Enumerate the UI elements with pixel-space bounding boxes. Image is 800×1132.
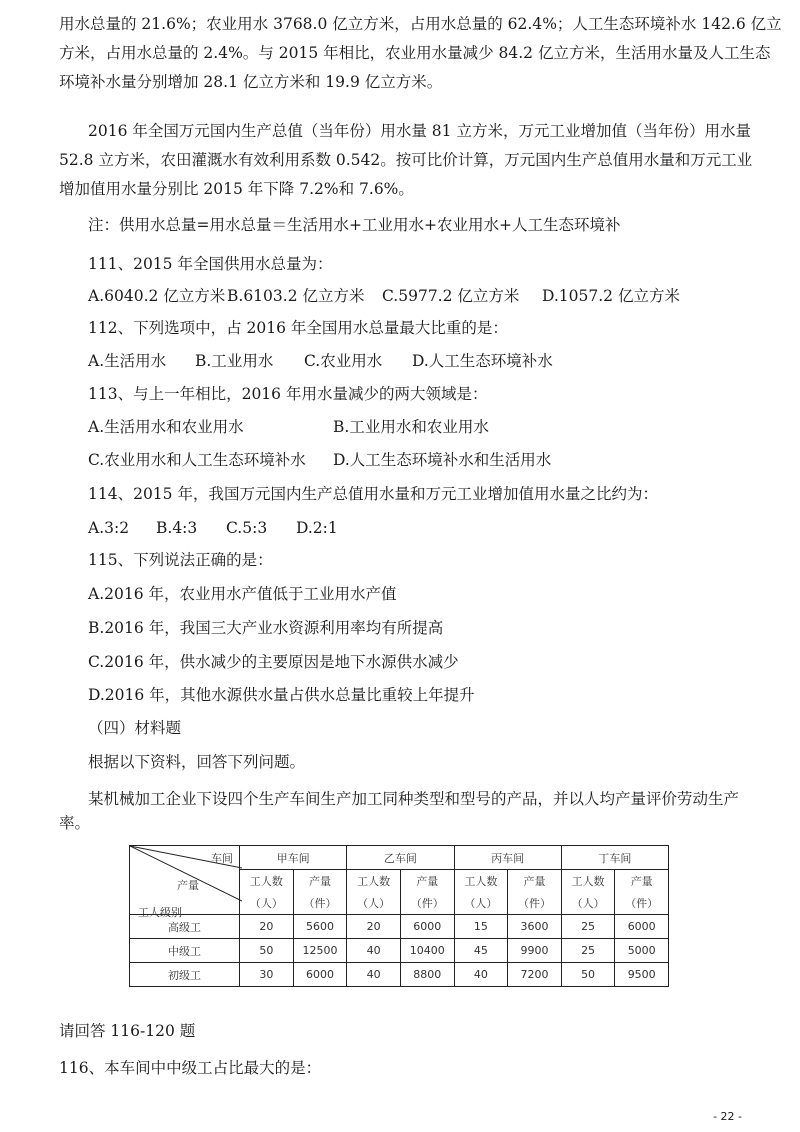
- col-unit-workers: （人）: [454, 892, 508, 915]
- option: A.3:2: [88, 519, 130, 537]
- option: A.生活用水: [88, 352, 167, 370]
- workshop-header: 丁车间: [561, 846, 668, 870]
- question-stem: 113、与上一年相比，2016 年用水量减少的两大领域是：: [88, 385, 488, 403]
- question-stem: 115、下列说法正确的是：: [88, 551, 273, 569]
- option: A.生活用水和农业用水: [88, 418, 244, 436]
- option: C.2016 年，供水减少的主要原因是地下水源供水减少: [88, 653, 459, 671]
- instruction-text: 根据以下资料，回答下列问题。: [88, 753, 306, 771]
- paragraph-line: 增加值用水量分别比 2015 年下降 7.2%和 7.6%。: [59, 180, 414, 198]
- table-cell: 30: [240, 963, 294, 987]
- table-row: [130, 963, 669, 987]
- table-cell: 5000: [615, 939, 669, 963]
- option: D.2:1: [296, 519, 338, 537]
- option: C.5977.2 亿立方米: [382, 287, 520, 305]
- table-cell: 20: [240, 915, 294, 939]
- col-unit-output: （件）: [508, 892, 562, 915]
- table-cell: 9900: [508, 939, 562, 963]
- col-unit-workers: （人）: [561, 892, 615, 915]
- option-row: [88, 350, 730, 372]
- workshop-header: 乙车间: [347, 846, 454, 870]
- option-row: [88, 285, 730, 307]
- col-header-output: 产量: [615, 870, 669, 893]
- option: B.工业用水和农业用水: [333, 418, 489, 436]
- row-label: 高级工: [130, 915, 240, 939]
- table-cell: 7200: [508, 963, 562, 987]
- option: B.4:3: [156, 519, 198, 537]
- col-header-workers: 工人数: [561, 870, 615, 893]
- diag-label-worker-level: 工人级别: [138, 906, 182, 919]
- table-cell: 9500: [615, 963, 669, 987]
- table-cell: 25: [561, 939, 615, 963]
- workshop-table: [129, 845, 669, 987]
- row-label: 初级工: [130, 963, 240, 987]
- option-row: [88, 449, 730, 471]
- question-stem: 116、本车间中中级工占比最大的是：: [59, 1059, 322, 1077]
- col-header-output: 产量: [293, 870, 347, 893]
- intro-line: 方米，占用水总量的 2.4%。与 2015 年相比，农业用水量减少 84.2 亿立方米，生活用水量及人工生态: [59, 44, 771, 62]
- table-cell: 40: [454, 963, 508, 987]
- option: D.2016 年，其他水源供水量占供水总量比重较上年提升: [88, 686, 475, 704]
- intro-line: 用水总量的 21.6%；农业用水 3768.0 亿立方米，占用水总量的 62.4%；人工生态环境补水 142.6 亿立: [59, 15, 782, 33]
- col-unit-workers: （人）: [240, 892, 294, 915]
- table-cell: 8800: [400, 963, 454, 987]
- note-text: 注：供用水总量=用水总量＝生活用水+工业用水+农业用水+人工生态环境补: [88, 216, 621, 234]
- table-cell: 45: [454, 939, 508, 963]
- table-cell: 40: [347, 963, 401, 987]
- option: A.6040.2 亿立方米: [88, 287, 226, 305]
- col-header-workers: 工人数: [240, 870, 294, 893]
- col-unit-output: （件）: [615, 892, 669, 915]
- col-unit-workers: （人）: [347, 892, 401, 915]
- option: D.人工生态环境补水: [412, 352, 553, 370]
- col-unit-output: （件）: [400, 892, 454, 915]
- table-cell: 10400: [400, 939, 454, 963]
- table-cell: 15: [454, 915, 508, 939]
- col-header-workers: 工人数: [347, 870, 401, 893]
- col-header-output: 产量: [400, 870, 454, 893]
- page-number: - 22 -: [713, 1110, 742, 1123]
- col-header-output: 产量: [508, 870, 562, 893]
- table-cell: 25: [561, 915, 615, 939]
- question-stem: 111、2015 年全国供用水总量为：: [88, 255, 333, 273]
- workshop-header: 甲车间: [240, 846, 347, 870]
- option: B.6103.2 亿立方米: [227, 287, 365, 305]
- option: C.农业用水和人工生态环境补水: [88, 451, 306, 469]
- option: A.2016 年，农业用水产值低于工业用水产值: [88, 585, 397, 603]
- option: C.5:3: [226, 519, 268, 537]
- material-line: 率。: [59, 814, 91, 832]
- table-cell: 50: [561, 963, 615, 987]
- question-stem: 114、2015 年，我国万元国内生产总值用水量和万元工业增加值用水量之比约为：: [88, 485, 658, 503]
- table-cell: 3600: [508, 915, 562, 939]
- table-row: [130, 939, 669, 963]
- option: C.农业用水: [304, 352, 383, 370]
- option-row: [88, 416, 730, 438]
- paragraph-line: 52.8 立方米，农田灌溉水有效利用系数 0.542。按可比价计算，万元国内生产总值用水量和万元工业: [59, 151, 753, 169]
- option-row: [88, 517, 730, 539]
- diag-label-output: 产量: [177, 879, 200, 892]
- table-cell: 6000: [615, 915, 669, 939]
- section-heading: （四）材料题: [88, 719, 182, 737]
- intro-line: 环境补水量分别增加 28.1 亿立方米和 19.9 亿立方米。: [59, 73, 443, 91]
- table-cell: 40: [347, 939, 401, 963]
- diag-label-workshop: 车间: [211, 852, 234, 865]
- option: B.工业用水: [195, 352, 274, 370]
- col-header-workers: 工人数: [454, 870, 508, 893]
- row-label: 中级工: [130, 939, 240, 963]
- paragraph-line: 2016 年全国万元国内生产总值（当年份）用水量 81 立方米，万元工业增加值（当年份）用水量: [88, 122, 751, 140]
- diagonal-header-cell: [130, 846, 240, 919]
- table-cell: 50: [240, 939, 294, 963]
- table-cell: 20: [347, 915, 401, 939]
- option: B.2016 年，我国三大产业水资源利用率均有所提高: [88, 619, 444, 637]
- material-line: 某机械加工企业下设四个生产车间生产加工同种类型和型号的产品，并以人均产量评价劳动生产: [88, 790, 740, 808]
- option: D.1057.2 亿立方米: [542, 287, 680, 305]
- workshop-header: 丙车间: [454, 846, 561, 870]
- table-cell: 12500: [293, 939, 347, 963]
- question-stem: 112、下列选项中，占 2016 年全国用水总量最大比重的是：: [88, 319, 508, 337]
- instruction-text: 请回答 116-120 题: [59, 1022, 196, 1040]
- col-unit-output: （件）: [293, 892, 347, 915]
- option: D.人工生态环境补水和生活用水: [333, 451, 552, 469]
- table-cell: 6000: [400, 915, 454, 939]
- table-cell: 5600: [293, 915, 347, 939]
- table-cell: 6000: [293, 963, 347, 987]
